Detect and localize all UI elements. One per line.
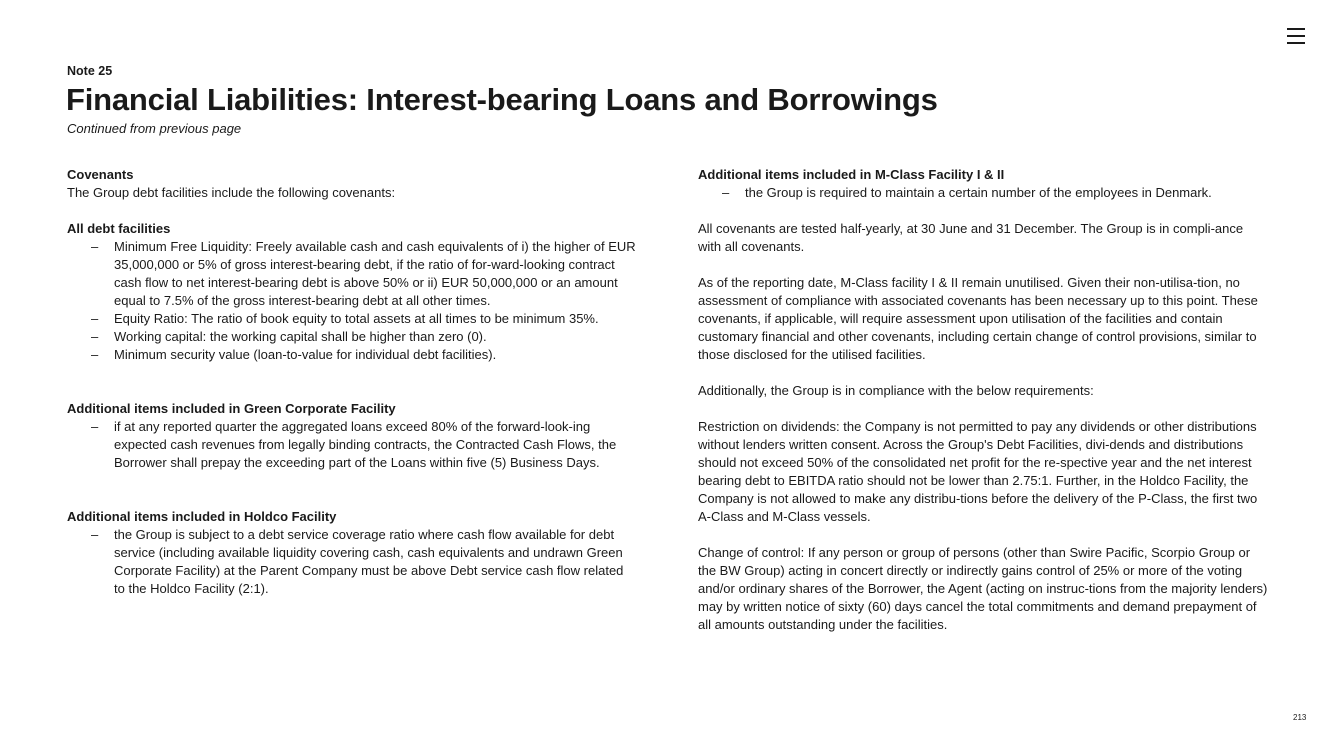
list-item bbox=[698, 184, 1268, 202]
dash-bullet: – bbox=[91, 239, 99, 254]
tested-paragraph: All covenants are tested half-yearly, at 30 June and 31 December. The Group is in compli-ance with all covenants. bbox=[698, 221, 1244, 254]
unutilised-paragraph: As of the reporting date, M-Class facility I & II remain unutilised. Given their non-utilisa-tion, no assessment of compliance with associated covenants has been necessary up to this point. These covenants, if applicable, will require assessment upon utilisation of the facilities and contain customary financial and other covenants, including certain change of control provisions, similar to those disclosed for the utilised facilities. bbox=[698, 275, 1258, 362]
page-title: Financial Liabilities: Interest-bearing Loans and Borrowings bbox=[66, 82, 938, 117]
list-item bbox=[67, 526, 637, 598]
covenants-intro: The Group debt facilities include the following covenants: bbox=[67, 185, 396, 200]
dash-bullet: – bbox=[91, 347, 99, 362]
green-facility-list bbox=[67, 418, 637, 472]
list-item bbox=[67, 418, 637, 472]
note-label: Note 25 bbox=[67, 64, 113, 78]
dividends-paragraph: Restriction on dividends: the Company is not permitted to pay any dividends or other distributions without lenders written consent. Across the Group's Debt Facilities, divi-dends and distributions should not exceed 50% of the consolidated net profit for the re-spective year and the net interest bearing debt to EBITDA ratio should not be lower than 2.75:1. Further, in the Holdco Facility, the Company is not allowed to make any distribu-tions before the delivery of the P-Class, the first two A-Class and M-Class vessels. bbox=[698, 419, 1258, 524]
list-item bbox=[67, 310, 637, 328]
list-item-text: Minimum security value (loan-to-value for individual debt facilities). bbox=[114, 347, 497, 362]
page-number: 213 bbox=[1293, 713, 1307, 722]
menu-bar bbox=[1287, 35, 1305, 37]
dash-bullet: – bbox=[722, 185, 730, 200]
subtitle: Continued from previous page bbox=[67, 121, 242, 136]
dash-bullet: – bbox=[91, 527, 99, 542]
mclass-facility-list bbox=[698, 184, 1268, 202]
hamburger-menu-icon[interactable] bbox=[1285, 26, 1307, 46]
right-column bbox=[698, 166, 1268, 634]
list-item bbox=[67, 238, 637, 310]
list-item-text: the Group is subject to a debt service coverage ratio where cash flow available for debt service (including available liquidity covering cash, cash equivalents and undrawn Green Corporate Facility) at the Parent Company must be above Debt service cash flow related to the Holdco Facility (2:1). bbox=[114, 527, 624, 596]
all-debt-list bbox=[67, 238, 637, 364]
list-item-text: Equity Ratio: The ratio of book equity to total assets at all times to be minimum 35%. bbox=[114, 311, 599, 326]
holdco-facility-list bbox=[67, 526, 637, 598]
change-of-control-paragraph: Change of control: If any person or group of persons (other than Swire Pacific, Scorpio Group or the BW Group) acting in concert directly or indirectly gains control of 25% or more of the voting and/or ordinary shares of the Borrower, the Agent (acting on instruc-tions from the majority lenders) may by written notice of sixty (60) days cancel the total commitments and demand prepayment of all amounts outstanding under the facilities. bbox=[698, 545, 1268, 632]
list-item-text: Working capital: the working capital shall be higher than zero (0). bbox=[114, 329, 487, 344]
dash-bullet: – bbox=[91, 419, 99, 434]
green-facility-heading: Additional items included in Green Corporate Facility bbox=[67, 401, 396, 416]
list-item-text: the Group is required to maintain a certain number of the employees in Denmark. bbox=[745, 185, 1212, 200]
dash-bullet: – bbox=[91, 311, 99, 326]
menu-bar bbox=[1287, 42, 1305, 44]
left-column bbox=[67, 166, 637, 598]
additionally-paragraph: Additionally, the Group is in compliance with the below requirements: bbox=[698, 383, 1094, 398]
all-debt-heading: All debt facilities bbox=[67, 221, 171, 236]
list-item-text: if at any reported quarter the aggregated loans exceed 80% of the forward-look-ing expected cash revenues from legally binding contracts, the Contracted Cash Flows, the Borrower shall prepay the exceeding part of the Loans within five (5) Business Days. bbox=[114, 419, 617, 470]
list-item-text: Minimum Free Liquidity: Freely available cash and cash equivalents of i) the higher of EUR 35,000,000 or 5% of gross interest-bearing debt, if the ratio of for-ward-looking contract cash flow to net interest-bearing debt is above 50% or ii) EUR 50,000,000 or an amount equal to 7.5% of the gross interest-bearing debt at all other times. bbox=[114, 239, 636, 308]
dash-bullet: – bbox=[91, 329, 99, 344]
menu-bar bbox=[1287, 28, 1305, 30]
mclass-facility-heading: Additional items included in M-Class Facility I & II bbox=[698, 167, 1005, 182]
list-item bbox=[67, 328, 637, 346]
covenants-heading: Covenants bbox=[67, 167, 134, 182]
list-item bbox=[67, 346, 637, 364]
holdco-facility-heading: Additional items included in Holdco Facility bbox=[67, 509, 337, 524]
